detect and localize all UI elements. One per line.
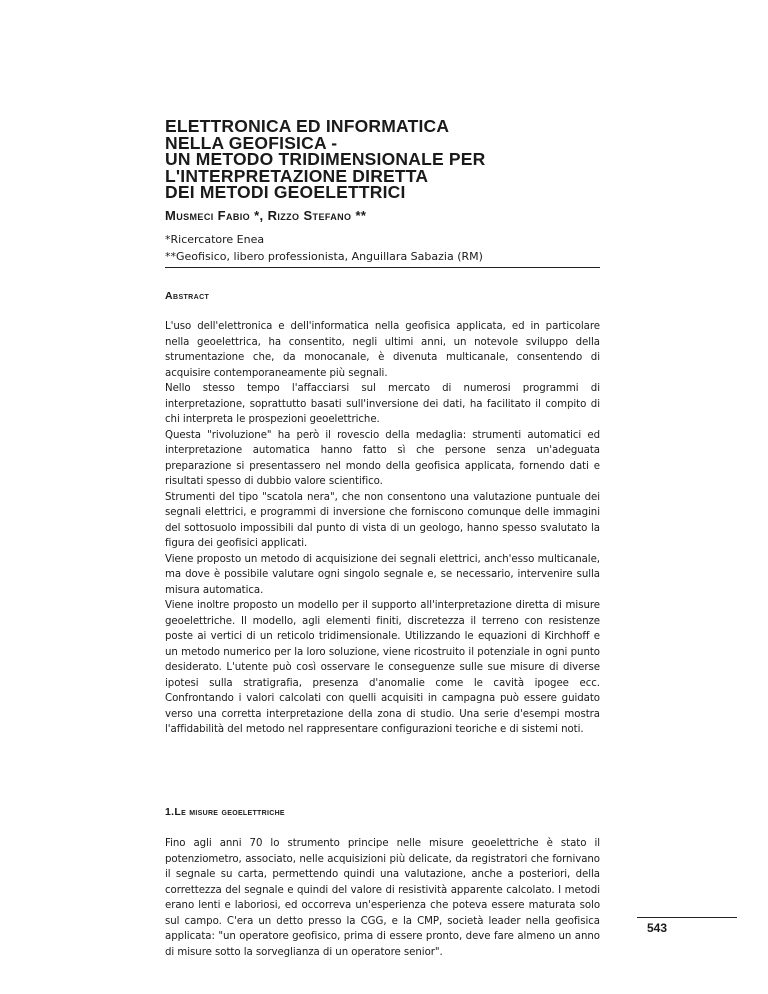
header-divider bbox=[165, 267, 600, 268]
abstract-heading: Abstract bbox=[165, 290, 210, 302]
abstract-body bbox=[165, 319, 600, 738]
page-number: 543 bbox=[647, 921, 668, 935]
paper-title bbox=[165, 118, 605, 201]
affiliation: *Ricercatore Enea bbox=[165, 233, 265, 246]
title-line: NELLA GEOFISICA - bbox=[165, 132, 338, 153]
section-paragraph: Fino agli anni 70 lo strumento principe nelle misure geoelettriche è stato il potenziometro, associato, nelle acquisizioni più delicate, da registratori che fornivano il segnale su carta, permettendo quindi una valutazione, anche a posteriori, della correttezza del segnale e quindi del valore di resistività apparente calcolato. I metodi erano lenti e laboriosi, ed occorreva un'esperienza che poteva essere maturata solo sul campo. C'era un detto presso la CGG, e la CMP, società leader nella geofisica applicata: "un operatore geofisico, prima di essere pronto, deve fare almeno un anno di misure sotto la sorveglianza di un operatore senior". bbox=[165, 838, 600, 958]
title-line: ELETTRONICA ED INFORMATICA bbox=[165, 116, 450, 136]
abstract-paragraph: L'uso dell'elettronica e dell'informatica nella geofisica applicata, ed in particolare nella geoelettrica, ha consentito, negli ultimi anni, un notevole sviluppo della strumentazione che, da monocanale, è divenuta multicanale, consentendo di acquisire contemporaneamente più segnali. bbox=[165, 321, 600, 379]
abstract-paragraph: Strumenti del tipo "scatola nera", che non consentono una valutazione puntuale dei segnali elettrici, e programmi di inversione che forniscono comunque delle immagini del sottosuolo impossibili dal punto di vista di un geologo, hanno spesso svalutato la figura dei geofisici applicati. bbox=[165, 491, 600, 549]
title-line: L'INTERPRETAZIONE DIRETTA bbox=[165, 165, 429, 186]
author-list: Musmeci Fabio *, Rizzo Stefano ** bbox=[165, 208, 367, 223]
affiliation: **Geofisico, libero professionista, Anguillara Sabazia (RM) bbox=[165, 250, 483, 263]
title-line: DEI METODI GEOELETTRICI bbox=[165, 182, 406, 202]
abstract-paragraph: Nello stesso tempo l'affacciarsi sul mercato di numerosi programmi di interpretazione, soprattutto basati sull'inversione dei dati, ha facilitato il compito di chi interpreta le prospezioni geoelettriche. bbox=[165, 383, 600, 425]
abstract-paragraph: Questa "rivoluzione" ha però il rovescio della medaglia: strumenti automatici ed interpretazione automatica hanno fatto sì che persone senza un'adeguata preparazione si presentassero nel mondo della geofisica applicata, fornendo dati e risultati spesso di dubbio valore scientifico. bbox=[165, 429, 600, 487]
title-line: UN METODO TRIDIMENSIONALE PER bbox=[165, 149, 486, 169]
abstract-paragraph: Viene proposto un metodo di acquisizione dei segnali elettrici, anch'esso multicanale, ma dove è possibile valutare ogni singolo segnale e, se necessario, intervenire sulla misura automatica. bbox=[165, 553, 600, 596]
section-heading: 1.Le misure geoelettriche bbox=[165, 806, 285, 818]
abstract-paragraph: Viene inoltre proposto un modello per il supporto all'interpretazione diretta di misure geoelettriche. Il modello, agli elementi finiti, discretezza il terreno con resistenze poste ai vertici di un reticolo tridimensionale. Utilizzando le equazioni di Kirchhoff e un metodo numerico per la loro soluzione, viene ricostruito il potenziale in ogni punto desiderato. L'utente può così osservare le conseguenze sulle sue misure di diverse ipotesi sulla stratigrafia, presenza d'anomalie come le cavità ipogee ecc. Confrontando i valori calcolati con quelli acquisiti in campagna può essere guidato verso una corretta interpretazione della zona di studio. Una serie d'esempi mostra l'affidabilità del metodo nel rappresentare configurazioni teoriche e di sistemi noti. bbox=[165, 600, 600, 735]
page-number-rule bbox=[637, 917, 737, 918]
